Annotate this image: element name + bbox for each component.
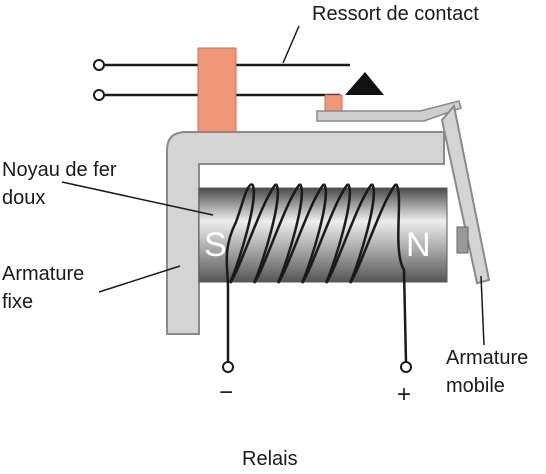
contact-terminal-top <box>94 60 104 70</box>
coil-terminal-minus <box>223 362 233 372</box>
label-noyau-line1: Noyau de fer <box>2 159 117 181</box>
label-noyau-line2: doux <box>2 187 46 209</box>
contact-terminal-bottom <box>94 90 104 100</box>
minus-sign: − <box>219 379 234 406</box>
coil-terminal-plus <box>401 362 411 372</box>
plus-sign: + <box>397 381 412 408</box>
label-armature-mobile-line1: Armature <box>446 347 529 369</box>
label-armature-mobile-line2: mobile <box>446 375 505 397</box>
mobile-armature-pad <box>457 227 468 253</box>
pole-north-label: N <box>406 226 431 264</box>
label-ressort: Ressort de contact <box>312 3 479 25</box>
insulator-block <box>198 48 236 135</box>
mobile-armature <box>442 106 489 283</box>
fixed-contact <box>345 72 384 95</box>
moving-contact-pad <box>325 95 342 111</box>
label-armature-fixe-line2: fixe <box>2 291 34 313</box>
pole-south-label: S <box>204 226 227 264</box>
label-armature-fixe-line1: Armature <box>2 263 85 285</box>
leader-lines <box>62 26 484 345</box>
caption: Relais <box>242 448 298 470</box>
